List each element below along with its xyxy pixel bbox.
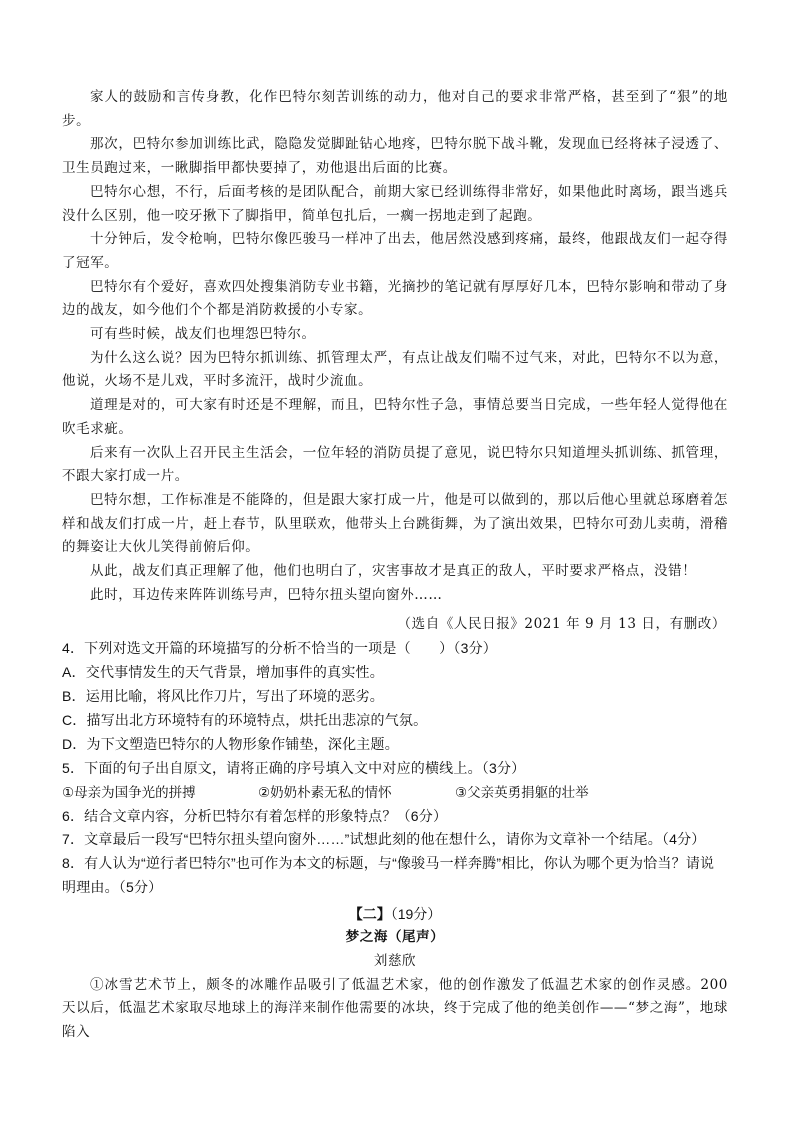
question-5-options [62,781,728,805]
article-title: 梦之海（尾声） [345,929,445,946]
story-passage [62,86,728,637]
section-label: 【二】 [348,906,391,923]
question-list [62,637,728,900]
question-4-option-c: C．描写出北方环境特有的环境特点，烘托出悲凉的气氛。 [62,711,428,728]
article-author: 刘慈欣 [373,952,417,969]
source-citation: （选自《人民日报》2021 年 9 月 13 日，有删改） [397,616,726,633]
question-5-option-3: ③父亲英勇捐躯的壮举 [455,784,589,800]
passage-paragraph: 十分钟后，发令枪响，巴特尔像匹骏马一样冲了出去，他居然没感到疼痛，最终，他跟战友们一起夺得了冠军。 [62,231,728,271]
passage-paragraph: 道理是对的，可大家有时还是不理解，而且，巴特尔性子急，事情总要当日完成，一些年轻人觉得他在吹毛求疵。 [62,397,728,437]
passage-paragraph: 此时，耳边传来阵阵训练号声，巴特尔扭头望向窗外…… [90,586,443,603]
question-4-option-d: D．为下文塑造巴特尔的人物形象作铺垫，深化主题。 [62,735,399,752]
question-4-option-b: B．运用比喻，将风比作刀片，写出了环境的恶劣。 [62,687,384,704]
section-heading [62,902,728,926]
passage-paragraph: 巴特尔心想，不行，后面考核的是团队配合，前期大家已经训练得非常好，如果他此时离场，跟当逃兵没什么区别，他一咬牙揪下了脚指甲，简单包扎后，一瘸一拐地走到了起跑。 [62,183,728,224]
question-8: 8．有人认为“逆行者巴特尔”也可作为本文的标题，与“像骏马一样奔腾”相比，你认为哪个更为恰当？请说明理由。（5分） [62,855,715,896]
passage-paragraph: 巴特尔想，工作标准是不能降的，但是跟大家打成一片，他是可以做到的，那以后他心里就总琢磨着怎样和战友们打成一片，赶上春节，队里联欢，他带头上台跳街舞，为了演出效果，巴特尔可劲儿卖萌，滑稽的舞姿让大伙儿笑得前俯后仰。 [62,491,728,556]
section-two [62,902,728,1045]
question-4-option-a: A．交代事情发生的天气背景，增加事件的真实性。 [62,664,384,681]
passage-paragraph: 可有些时候，战友们也埋怨巴特尔。 [90,326,316,343]
passage-paragraph: 后来有一次队上召开民主生活会，一位年轻的消防员提了意见，说巴特尔只知道埋头抓训练、抓管理，不跟大家打成一片。 [62,444,728,485]
passage-paragraph: 巴特尔有个爱好，喜欢四处搜集消防专业书籍，光摘抄的笔记就有厚厚好几本，巴特尔影响和带动了身边的战友，如今他们个个都是消防救援的小专家。 [62,278,728,319]
question-4: 4．下列对选文开篇的环境描写的分析不恰当的一项是（ ）（3分） [62,640,497,657]
question-5-option-2: ②奶奶朴素无私的情怀 [258,784,392,800]
passage-paragraph: 那次，巴特尔参加训练比武，隐隐发觉脚趾钻心地疼，巴特尔脱下战斗靴，发现血已经将袜子浸透了、卫生员跑过来，一瞅脚指甲都快要掉了，劝他退出后面的比赛。 [62,136,728,177]
question-5-option-1: ①母亲为国争光的拼搏 [62,784,196,800]
passage-paragraph: 家人的鼓励和言传身教，化作巴特尔刻苦训练的动力，他对自己的要求非常严格，甚至到了“狠”的地步。 [62,89,728,129]
question-7: 7．文章最后一段写“巴特尔扭头望向窗外……”试想此刻的他在想什么，请你为文章补一个结尾。（4分） [62,831,706,848]
passage-paragraph: 从此，战友们真正理解了他，他们也明白了，灾害事故才是真正的敌人，平时要求严格点，没错！ [90,563,697,580]
section-paragraph: ①冰雪艺术节上，颇冬的冰雕作品吸引了低温艺术家，他的创作激发了低温艺术家的创作灵感。200 天以后，低温艺术家取尽地球上的海洋来制作他需要的冰块，终于完成了他的绝美创作——“梦之海”，地球陷入 [62,976,728,1040]
question-6: 6．结合文章内容，分析巴特尔有着怎样的形象特点？（6分） [62,807,448,824]
question-5: 5．下面的句子出自原文，请将正确的序号填入文中对应的横线上。（3分） [62,759,526,776]
passage-paragraph: 为什么这么说？因为巴特尔抓训练、抓管理太严，有点让战友们喘不过气来，对此，巴特尔不以为意，他说，火场不是儿戏，平时多流汗，战时少流血。 [62,349,728,390]
section-score: （19分） [390,906,442,923]
